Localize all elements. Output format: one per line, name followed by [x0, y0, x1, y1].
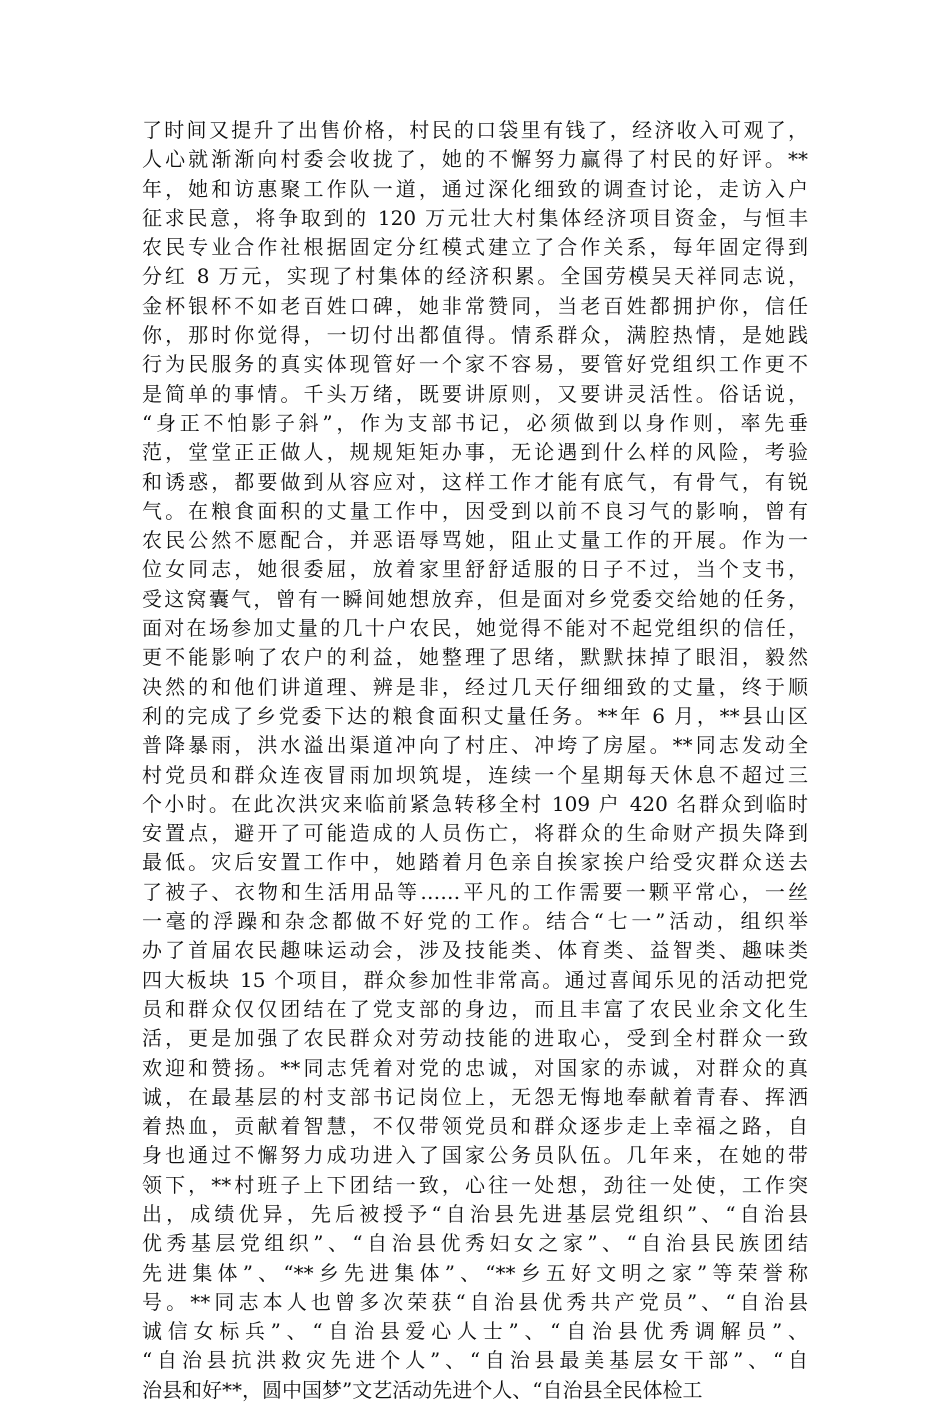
text-line: 分红 8 万元，实现了村集体的经济积累。全国劳模吴天祥同志说，	[142, 264, 808, 289]
text-line: 受这窝囊气，曾有一瞬间她想放弃，但是面对乡党委交给她的任务，	[142, 586, 808, 611]
text-line: 范，堂堂正正做人，规规矩矩办事，无论遇到什么样的风险，考验	[142, 440, 808, 465]
text-line: 你，那时你觉得，一切付出都值得。情系群众，满腔热情，是她践	[142, 323, 808, 348]
text-line: 最低。灾后安置工作中，她踏着月色亲自挨家挨户给受灾群众送去	[142, 850, 808, 875]
text-line: 农民公然不愿配合，并恶语辱骂她，阻止丈量工作的开展。作为一	[142, 528, 808, 553]
text-line: 年，她和访惠聚工作队一道，通过深化细致的调查讨论，走访入户	[142, 176, 808, 201]
text-line: 人心就渐渐向村委会收拢了，她的不懈努力赢得了村民的好评。**	[142, 147, 808, 172]
text-line: 活，更是加强了农民群众对劳动技能的进取心，受到全村群众一致	[142, 1026, 808, 1051]
text-line: 诚信女标兵”、“自治县爱心人士”、“自治县优秀调解员”、	[142, 1319, 808, 1344]
text-line: 普降暴雨，洪水溢出渠道冲向了村庄、冲垮了房屋。**同志发动全	[142, 733, 808, 758]
text-line: 号。**同志本人也曾多次荣获“自治县优秀共产党员”、“自治县	[142, 1289, 808, 1314]
text-line: 着热血，贡献着智慧，不仅带领党员和群众逐步走上幸福之路，自	[142, 1114, 808, 1139]
text-line: 个小时。在此次洪灾来临前紧急转移全村 109 户 420 名群众到临时	[142, 791, 808, 816]
text-line: 征求民意，将争取到的 120 万元壮大村集体经济项目资金，与恒丰	[142, 205, 808, 230]
text-line: 和诱惑，都要做到从容应对，这样工作才能有底气，有骨气，有锐	[142, 469, 808, 494]
text-line: 先进集体”、“**乡先进集体”、“**乡五好文明之家”等荣誉称	[142, 1260, 808, 1285]
text-line: 行为民服务的真实体现管好一个家不容易，要管好党组织工作更不	[142, 352, 808, 377]
text-line: 是简单的事情。千头万绪，既要讲原则，又要讲灵活性。俗话说，	[142, 381, 808, 406]
text-line: 了时间又提升了出售价格，村民的口袋里有钱了，经济收入可观了，	[142, 118, 808, 142]
body-paragraph	[142, 116, 808, 1405]
text-line: 安置点，避开了可能造成的人员伤亡，将群众的生命财产损失降到	[142, 821, 808, 846]
text-line: 面对在场参加丈量的几十户农民，她觉得不能对不起党组织的信任，	[142, 616, 808, 641]
text-line: 身也通过不懈努力成功进入了国家公务员队伍。几年来，在她的带	[142, 1143, 808, 1168]
text-line: 位女同志，她很委屈，放着家里舒舒适服的日子不过，当个支书，	[142, 557, 808, 582]
text-line: 了被子、衣物和生活用品等……平凡的工作需要一颗平常心，一丝	[142, 879, 808, 904]
text-line: 利的完成了乡党委下达的粮食面积丈量任务。**年 6 月，**县山区	[142, 703, 808, 728]
text-line: 诚，在最基层的村支部书记岗位上，无怨无悔地奉献着青春、挥洒	[142, 1084, 808, 1109]
text-line: 村党员和群众连夜冒雨加坝筑堤，连续一个星期每天休息不超过三	[142, 762, 808, 787]
text-line: 欢迎和赞扬。**同志凭着对党的忠诚，对国家的赤诚，对群众的真	[142, 1055, 808, 1080]
text-line: 更不能影响了农户的利益，她整理了思绪，默默抹掉了眼泪，毅然	[142, 645, 808, 670]
text-line: 员和群众仅仅团结在了党支部的身边，而且丰富了农民业余文化生	[142, 996, 808, 1021]
text-line: “自治县抗洪救灾先进个人”、“自治县最美基层女干部”、“自	[142, 1348, 808, 1373]
text-line: 决然的和他们讲道理、辨是非，经过几天仔细细致的丈量，终于顺	[142, 674, 808, 699]
text-line: 农民专业合作社根据固定分红模式建立了合作关系，每年固定得到	[142, 235, 808, 260]
text-line: 一毫的浮躁和杂念都做不好党的工作。结合“七一”活动，组织举	[142, 909, 808, 934]
text-line: 领下，**村班子上下团结一致，心往一处想，劲往一处使，工作突	[142, 1172, 808, 1197]
text-line: 优秀基层党组织”、“自治县优秀妇女之家”、“自治县民族团结	[142, 1231, 808, 1256]
text-line: 出，成绩优异，先后被授予“自治县先进基层党组织”、“自治县	[142, 1201, 808, 1226]
text-line: 四大板块 15 个项目，群众参加性非常高。通过喜闻乐见的活动把党	[142, 967, 808, 992]
text-line: 金杯银杯不如老百姓口碑，她非常赞同，当老百姓都拥护你，信任	[142, 293, 808, 318]
text-line: 办了首届农民趣味运动会，涉及技能类、体育类、益智类、趣味类	[142, 938, 808, 963]
text-line: “身正不怕影子斜”，作为支部书记，必须做到以身作则，率先垂	[142, 410, 808, 435]
text-line: 治县和好**，圆中国梦”文艺活动先进个人、“自治县全民体检工	[142, 1377, 703, 1402]
text-line: 气。在粮食面积的丈量工作中，因受到以前不良习气的影响，曾有	[142, 498, 808, 523]
